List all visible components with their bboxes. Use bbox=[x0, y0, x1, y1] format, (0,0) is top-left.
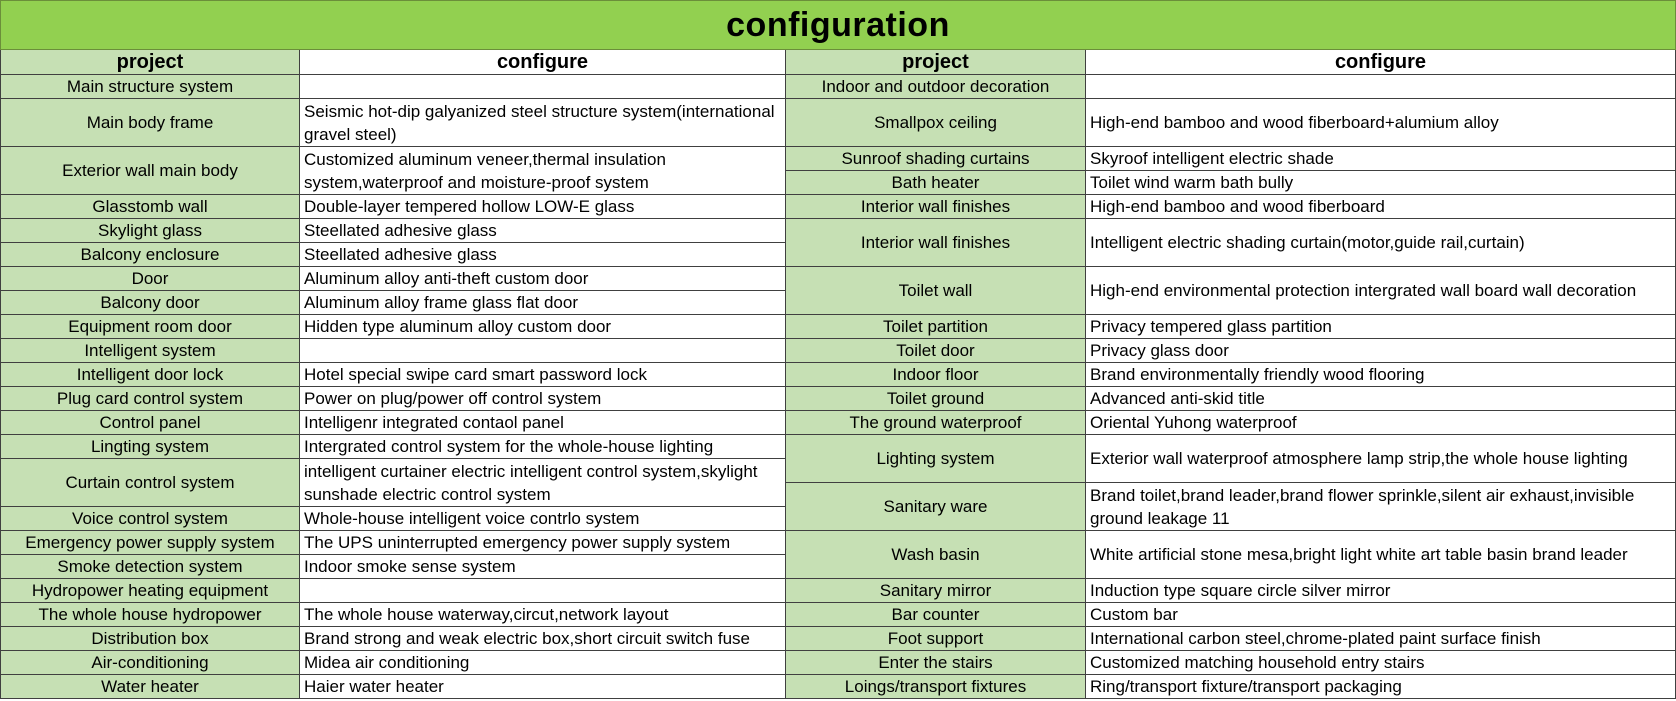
right-config-cell bbox=[1086, 75, 1676, 99]
left-project-cell: Smoke detection system bbox=[0, 555, 300, 579]
left-config-cell: Customized aluminum veneer,thermal insulation system,waterproof and moisture-proof system bbox=[300, 147, 786, 195]
right-project-cell: Foot support bbox=[786, 627, 1086, 651]
left-project-cell: The whole house hydropower bbox=[0, 603, 300, 627]
right-project-cell: Sanitary mirror bbox=[786, 579, 1086, 603]
left-config-cell bbox=[300, 75, 786, 99]
left-project-cell: Main structure system bbox=[0, 75, 300, 99]
right-config-cell: Exterior wall waterproof atmosphere lamp strip,the whole house lighting bbox=[1086, 435, 1676, 483]
right-project-cell: Interior wall finishes bbox=[786, 219, 1086, 267]
left-config-cell: The UPS uninterrupted emergency power supply system bbox=[300, 531, 786, 555]
right-project-cell: Toilet partition bbox=[786, 315, 1086, 339]
left-project-cell: Distribution box bbox=[0, 627, 300, 651]
left-project-header: project bbox=[0, 50, 300, 75]
right-project-cell: Sunroof shading curtains bbox=[786, 147, 1086, 171]
right-config-cell: High-end bamboo and wood fiberboard bbox=[1086, 195, 1676, 219]
left-config-cell: Brand strong and weak electric box,short circuit switch fuse bbox=[300, 627, 786, 651]
left-config-cell: intelligent curtainer electric intelligent control system,skylight sunshade electric control system bbox=[300, 459, 786, 507]
left-project-cell: Balcony enclosure bbox=[0, 243, 300, 267]
left-config-cell: Intergrated control system for the whole-house lighting bbox=[300, 435, 786, 459]
left-project-cell: Skylight glass bbox=[0, 219, 300, 243]
right-project-cell: Bar counter bbox=[786, 603, 1086, 627]
left-project-cell: Equipment room door bbox=[0, 315, 300, 339]
left-project-cell: Emergency power supply system bbox=[0, 531, 300, 555]
right-config-cell: Brand toilet,brand leader,brand flower sprinkle,silent air exhaust,invisible ground leakage 11 bbox=[1086, 483, 1676, 531]
left-project-cell: Plug card control system bbox=[0, 387, 300, 411]
left-config-cell: Aluminum alloy frame glass flat door bbox=[300, 291, 786, 315]
right-project-cell: Bath heater bbox=[786, 171, 1086, 195]
right-project-cell: The ground waterproof bbox=[786, 411, 1086, 435]
right-project-cell: Toilet wall bbox=[786, 267, 1086, 315]
left-project-cell: Door bbox=[0, 267, 300, 291]
left-project-cell: Balcony door bbox=[0, 291, 300, 315]
left-config-cell: Power on plug/power off control system bbox=[300, 387, 786, 411]
right-project-cell: Wash basin bbox=[786, 531, 1086, 579]
left-config-cell: Double-layer tempered hollow LOW-E glass bbox=[300, 195, 786, 219]
left-config-cell: Whole-house intelligent voice contrlo system bbox=[300, 507, 786, 531]
left-project-cell: Hydropower heating equipment bbox=[0, 579, 300, 603]
right-project-cell: Sanitary ware bbox=[786, 483, 1086, 531]
left-config-cell: Intelligenr integrated contaol panel bbox=[300, 411, 786, 435]
right-project-cell: Toilet ground bbox=[786, 387, 1086, 411]
left-config-cell bbox=[300, 579, 786, 603]
left-project-cell: Intelligent door lock bbox=[0, 363, 300, 387]
right-project-cell: Toilet door bbox=[786, 339, 1086, 363]
left-config-cell bbox=[300, 339, 786, 363]
right-project-header: project bbox=[786, 50, 1086, 75]
right-config-cell: Intelligent electric shading curtain(motor,guide rail,curtain) bbox=[1086, 219, 1676, 267]
right-project-cell: Interior wall finishes bbox=[786, 195, 1086, 219]
right-config-cell: Oriental Yuhong waterproof bbox=[1086, 411, 1676, 435]
right-config-cell: Advanced anti-skid title bbox=[1086, 387, 1676, 411]
left-project-cell: Air-conditioning bbox=[0, 651, 300, 675]
left-project-cell: Voice control system bbox=[0, 507, 300, 531]
left-project-cell: Curtain control system bbox=[0, 459, 300, 507]
left-config-cell: Midea air conditioning bbox=[300, 651, 786, 675]
sheet-title: configuration bbox=[0, 0, 1676, 50]
right-config-cell: Customized matching household entry stairs bbox=[1086, 651, 1676, 675]
left-project-cell: Lingting system bbox=[0, 435, 300, 459]
right-config-cell: International carbon steel,chrome-plated paint surface finish bbox=[1086, 627, 1676, 651]
right-project-cell: Loings/transport fixtures bbox=[786, 675, 1086, 699]
right-configure-header: configure bbox=[1086, 50, 1676, 75]
right-project-cell: Indoor floor bbox=[786, 363, 1086, 387]
left-config-cell: Hidden type aluminum alloy custom door bbox=[300, 315, 786, 339]
left-project-cell: Intelligent system bbox=[0, 339, 300, 363]
right-config-cell: Brand environmentally friendly wood flooring bbox=[1086, 363, 1676, 387]
right-config-cell: High-end bamboo and wood fiberboard+alumium alloy bbox=[1086, 99, 1676, 147]
right-config-cell: High-end environmental protection intergrated wall board wall decoration bbox=[1086, 267, 1676, 315]
left-project-cell: Exterior wall main body bbox=[0, 147, 300, 195]
right-project-cell: Smallpox ceiling bbox=[786, 99, 1086, 147]
right-config-cell: Ring/transport fixture/transport packaging bbox=[1086, 675, 1676, 699]
left-config-cell: Indoor smoke sense system bbox=[300, 555, 786, 579]
right-project-cell: Lighting system bbox=[786, 435, 1086, 483]
right-project-cell: Enter the stairs bbox=[786, 651, 1086, 675]
configuration-table bbox=[0, 50, 1676, 701]
left-configure-header: configure bbox=[300, 50, 786, 75]
right-config-cell: Skyroof intelligent electric shade bbox=[1086, 147, 1676, 171]
left-project-cell: Main body frame bbox=[0, 99, 300, 147]
left-project-cell: Control panel bbox=[0, 411, 300, 435]
left-config-cell: The whole house waterway,circut,network layout bbox=[300, 603, 786, 627]
right-config-cell: Privacy glass door bbox=[1086, 339, 1676, 363]
left-project-cell: Glasstomb wall bbox=[0, 195, 300, 219]
right-config-cell: Toilet wind warm bath bully bbox=[1086, 171, 1676, 195]
right-project-cell: Indoor and outdoor decoration bbox=[786, 75, 1086, 99]
left-config-cell: Steellated adhesive glass bbox=[300, 219, 786, 243]
right-config-cell: Custom bar bbox=[1086, 603, 1676, 627]
left-config-cell: Seismic hot-dip galyanized steel structure system(international gravel steel) bbox=[300, 99, 786, 147]
right-config-cell: Induction type square circle silver mirror bbox=[1086, 579, 1676, 603]
left-config-cell: Haier water heater bbox=[300, 675, 786, 699]
left-config-cell: Aluminum alloy anti-theft custom door bbox=[300, 267, 786, 291]
left-config-cell: Steellated adhesive glass bbox=[300, 243, 786, 267]
right-config-cell: Privacy tempered glass partition bbox=[1086, 315, 1676, 339]
left-config-cell: Hotel special swipe card smart password lock bbox=[300, 363, 786, 387]
right-config-cell: White artificial stone mesa,bright light white art table basin brand leader bbox=[1086, 531, 1676, 579]
left-project-cell: Water heater bbox=[0, 675, 300, 699]
